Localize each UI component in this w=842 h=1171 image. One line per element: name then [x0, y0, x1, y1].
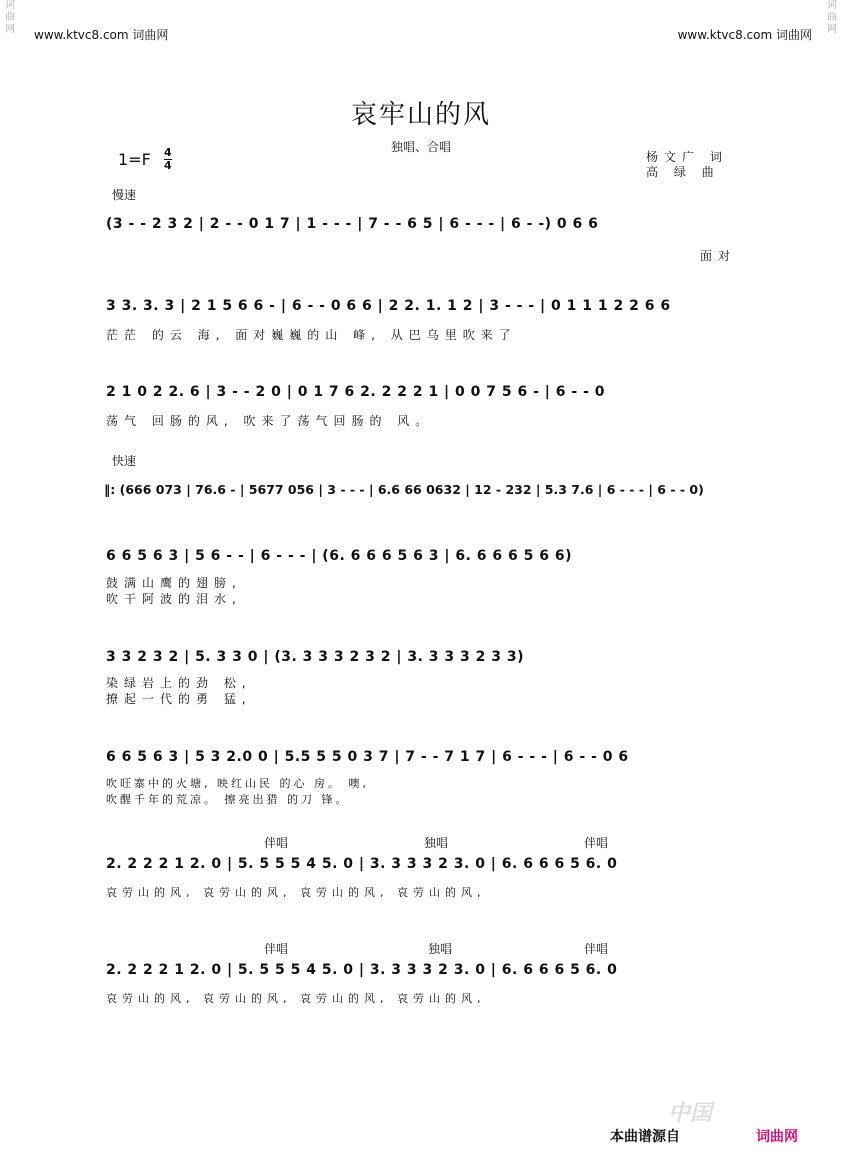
lyric-row-7b: 吹醒千年的荒凉。 擦亮出猎 的刀 锋。	[106, 793, 350, 806]
header-site-left[interactable]: www.ktvc8.com 词曲网	[34, 28, 169, 42]
lyric-row-8: 哀劳山的风, 哀劳山的风, 哀劳山的风, 哀劳山的风,	[106, 886, 486, 899]
composer-credit: 高 绿 曲	[646, 165, 720, 179]
notation-row-3: 2 1 0 2 2. 6 | 3 - - 2 0 | 0 1 7 6 2. 2 2 2 1 | 0 0 7 5 6 - | 6 - - 0	[106, 384, 606, 400]
lyric-row-1: 面对	[700, 249, 737, 263]
footer-source-label: 本曲谱源自	[610, 1129, 680, 1145]
lyric-row-3: 荡气 回肠的风, 吹来了荡气回肠的 风。	[106, 414, 434, 428]
tempo-fast: 快速	[112, 454, 137, 468]
lyric-row-5b: 吹干阿波的泪水,	[106, 592, 242, 606]
left-side-watermark: 词 曲 网	[5, 0, 15, 35]
key-signature: 1=F	[118, 150, 151, 169]
notation-row-6: 3 3 2 3 2 | 5. 3 3 0 | (3. 3 3 3 2 3 2 | 3. 3 3 3 2 3 3)	[106, 649, 524, 665]
lyric-row-9: 哀劳山的风, 哀劳山的风, 哀劳山的风, 哀劳山的风,	[106, 992, 486, 1005]
part-label-accompany-4: 伴唱	[584, 942, 609, 956]
song-title: 哀牢山的风	[350, 100, 491, 130]
performance-type: 独唱、合唱	[390, 140, 451, 154]
notation-row-1: (3 - - 2 3 2 | 2 - - 0 1 7 | 1 - - - | 7 - - 6 5 | 6 - - - | 6 - -) 0 6 6	[106, 216, 599, 232]
part-label-solo-1: 独唱	[424, 836, 449, 850]
watermark-logo: 中国	[668, 1101, 713, 1126]
lyric-row-7a: 吹旺寨中的火塘, 映红山民 的心 房。 噢,	[106, 777, 369, 790]
lyric-row-6a: 染绿岩上的劲 松,	[106, 676, 252, 690]
time-signature: $\frac{4}{4}$	[164, 146, 172, 172]
right-side-watermark: 词 曲 网	[827, 0, 837, 35]
notation-row-5: 6 6 5 6 3 | 5 6 - - | 6 - - - | (6. 6 6 6 5 6 3 | 6. 6 6 6 5 6 6)	[106, 548, 572, 564]
tempo-slow: 慢速	[112, 188, 137, 202]
lyricist-credit: 杨文广 词	[646, 150, 728, 164]
lyric-row-6b: 撩起一代的勇 猛,	[106, 692, 252, 706]
part-label-solo-2: 独唱	[428, 942, 453, 956]
footer-site-link[interactable]: 词曲网	[756, 1129, 798, 1145]
notation-row-2: 3 3. 3. 3 | 2 1 5 6 6 - | 6 - - 0 6 6 | 2 2. 1. 1 2 | 3 - - - | 0 1 1 1 2 2 6 6	[106, 298, 671, 314]
part-label-accompany-1: 伴唱	[264, 836, 289, 850]
notation-row-7: 6 6 5 6 3 | 5 3 2.0 0 | 5.5 5 5 0 3 7 | 7 - - 7 1 7 | 6 - - - | 6 - - 0 6	[106, 749, 629, 765]
lyric-row-2: 茫茫 的云 海, 面对巍巍的山 峰, 从巴乌里吹来了	[106, 328, 517, 342]
part-label-accompany-2: 伴唱	[584, 836, 609, 850]
notation-row-4: ‖: (666 073 | 76.6 - | 5677 056 | 3 - - - | 6.6 66 0632 | 12 - 232 | 5.3 7.6 | 6 - - - | 6 - - 0)	[104, 482, 704, 497]
notation-row-9: 2. 2 2 2 1 2. 0 | 5. 5 5 5 4 5. 0 | 3. 3 3 3 2 3. 0 | 6. 6 6 6 5 6. 0	[106, 962, 618, 978]
header-site-right[interactable]: www.ktvc8.com 词曲网	[677, 28, 812, 42]
notation-row-8: 2. 2 2 2 1 2. 0 | 5. 5 5 5 4 5. 0 | 3. 3 3 3 2 3. 0 | 6. 6 6 6 5 6. 0	[106, 856, 618, 872]
lyric-row-5a: 鼓满山鹰的翅膀,	[106, 576, 242, 590]
part-label-accompany-3: 伴唱	[264, 942, 289, 956]
